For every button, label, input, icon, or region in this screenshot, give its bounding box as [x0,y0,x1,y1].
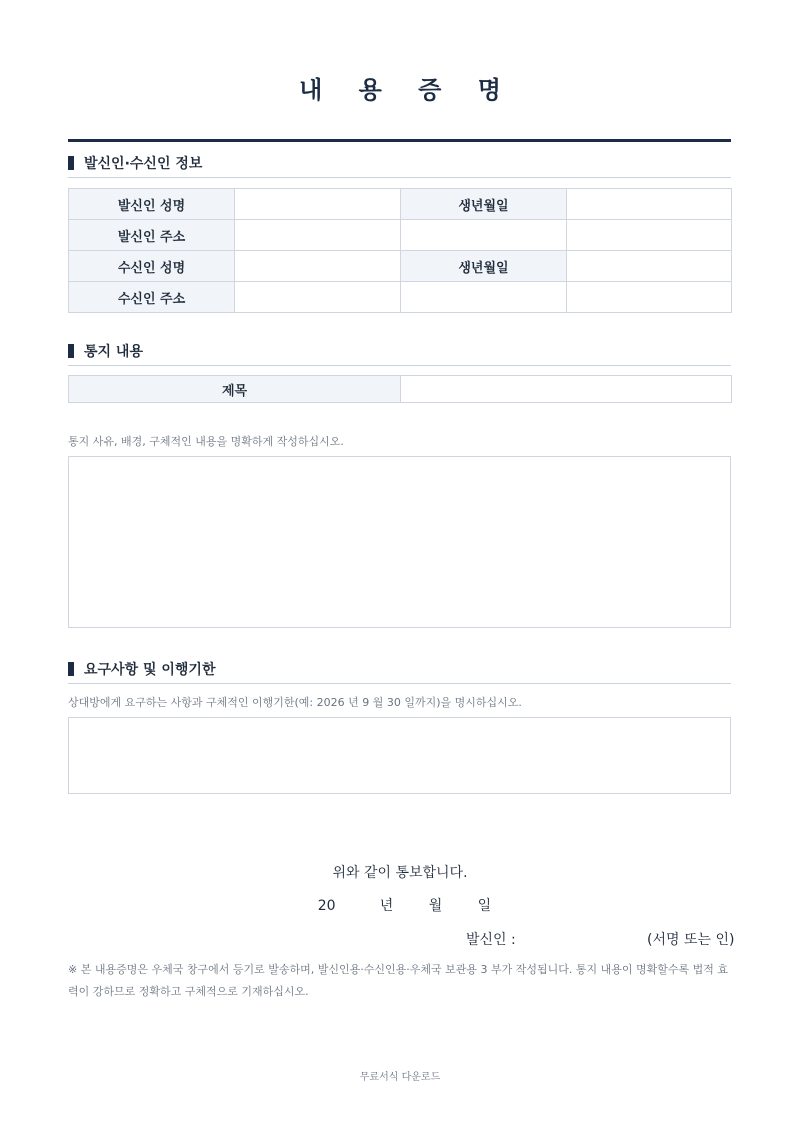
recipient-name-label: 수신인 성명 [69,251,235,282]
title-divider [68,139,731,142]
signature-label: (서명 또는 인) [647,932,735,948]
table-row [69,282,732,313]
recipient-address-field-2[interactable] [401,282,567,313]
table-row [69,189,732,220]
table-row [69,220,732,251]
table-row [69,251,732,282]
subject-field[interactable] [401,376,732,403]
recipient-address-field[interactable] [235,282,401,313]
date-day-unit: 일 [477,898,492,914]
section-marker [68,156,74,170]
document-title: 내 용 증 명 [299,76,515,104]
date-line [0,895,800,915]
notice-content-box[interactable] [68,456,731,628]
sender-address-field-3[interactable] [567,220,732,251]
demand-content-box[interactable] [68,717,731,794]
notice-hint: 통지 사유, 배경, 구체적인 내용을 명확하게 작성하십시오. [68,435,344,448]
date-year-unit: 년 [379,898,394,914]
sender-address-label: 발신인 주소 [69,220,235,251]
recipient-birthdate-field[interactable] [567,251,732,282]
subject-table [68,375,732,403]
section-marker [68,344,74,358]
recipient-name-field[interactable] [235,251,401,282]
date-month-unit: 월 [428,898,443,914]
sender-name-label: 발신인 성명 [69,189,235,220]
recipient-address-field-3[interactable] [567,282,732,313]
section-header-demand [68,658,731,684]
section-title-parties: 발신인·수신인 정보 [84,155,203,172]
sender-address-field[interactable] [235,220,401,251]
sender-birthdate-field[interactable] [567,189,732,220]
section-header-parties [68,152,731,178]
usage-note: ※ 본 내용증명은 우체국 창구에서 등기로 발송하며, 발신인용·수신인용·우체국 보관용 3 부가 작성됩니다. 통지 내용이 명확할수록 법적 효력이 강하므로 정확하고 구체적으로 기재하십시오. [68,963,728,998]
section-header-notice [68,340,731,366]
sender-sign-label: 발신인 : [466,932,516,948]
table-row [69,376,732,403]
demand-hint: 상대방에게 요구하는 사항과 구체적인 이행기한(예: 2026 년 9 월 30 일까지)을 명시하십시오. [68,696,522,709]
section-marker [68,662,74,676]
parties-table [68,188,732,313]
section-title-demand: 요구사항 및 이행기한 [84,661,216,678]
closing-statement: 위와 같이 통보합니다. [332,865,468,881]
section-title-notice: 통지 내용 [84,343,143,360]
recipient-birthdate-label: 생년월일 [401,251,567,282]
sender-name-field[interactable] [235,189,401,220]
sender-address-field-2[interactable] [401,220,567,251]
footer-text: 무료서식 다운로드 [359,1072,441,1083]
subject-label: 제목 [69,376,401,403]
recipient-address-label: 수신인 주소 [69,282,235,313]
sender-birthdate-label: 생년월일 [401,189,567,220]
date-year: 20 [317,898,336,914]
